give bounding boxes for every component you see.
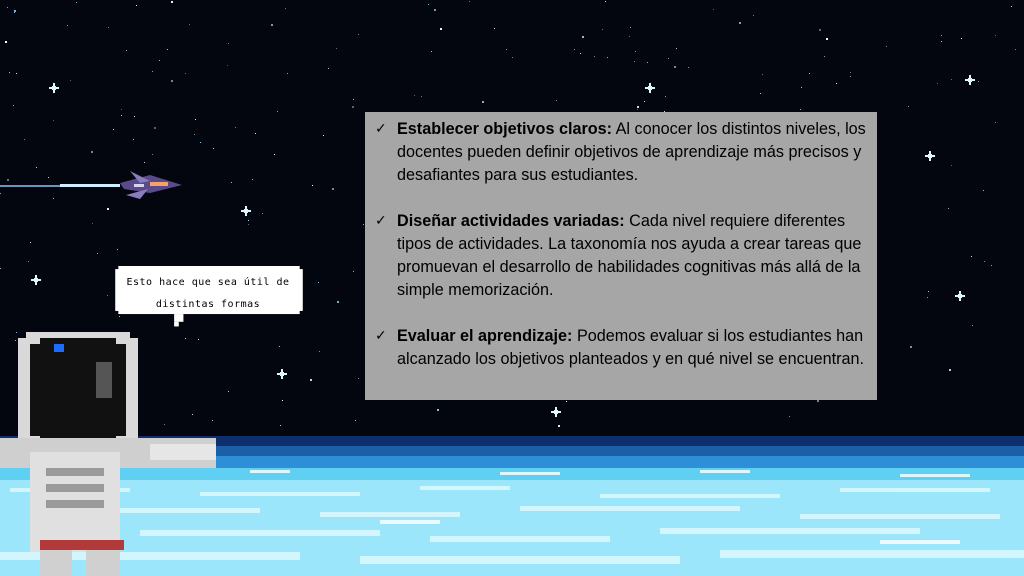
speech-bubble-line-2: distintas formas: [155, 299, 261, 310]
bullet-actividades: [375, 210, 867, 302]
bullet-title: Evaluar el aprendizaje:: [397, 327, 573, 345]
bullet-title: Diseñar actividades variadas:: [397, 212, 625, 230]
bullet-title: Establecer objetivos claros:: [397, 120, 613, 138]
astronaut-icon: [0, 332, 230, 576]
speech-bubble-line-1: Esto hace que sea útil de: [126, 277, 290, 288]
bullet-text: Podemos evaluar si los estudiantes han alcanzado los objetivos planteados y en qué nivel se encuentran.: [397, 327, 865, 368]
checkmark-icon: ✓: [375, 213, 387, 229]
bullet-text: Cada nivel requiere diferentes tipos de actividades. La taxonomía nos ayuda a crear tareas que promuevan el desarrollo de habilidades cognitivas más allá de la simple memorización.: [397, 212, 862, 299]
checkmark-icon: ✓: [375, 121, 387, 137]
bullet-evaluar: [375, 325, 867, 371]
speech-bubble-text: [100, 272, 316, 316]
spaceship-icon: [0, 165, 190, 205]
bullet-text: Al conocer los distintos niveles, los docentes pueden definir objetivos de aprendizaje más precisos y desafiantes para sus estudiantes.: [397, 120, 866, 184]
checkmark-icon: ✓: [375, 328, 387, 344]
content-box: [365, 112, 877, 400]
bullet-objetivos: [375, 118, 867, 187]
